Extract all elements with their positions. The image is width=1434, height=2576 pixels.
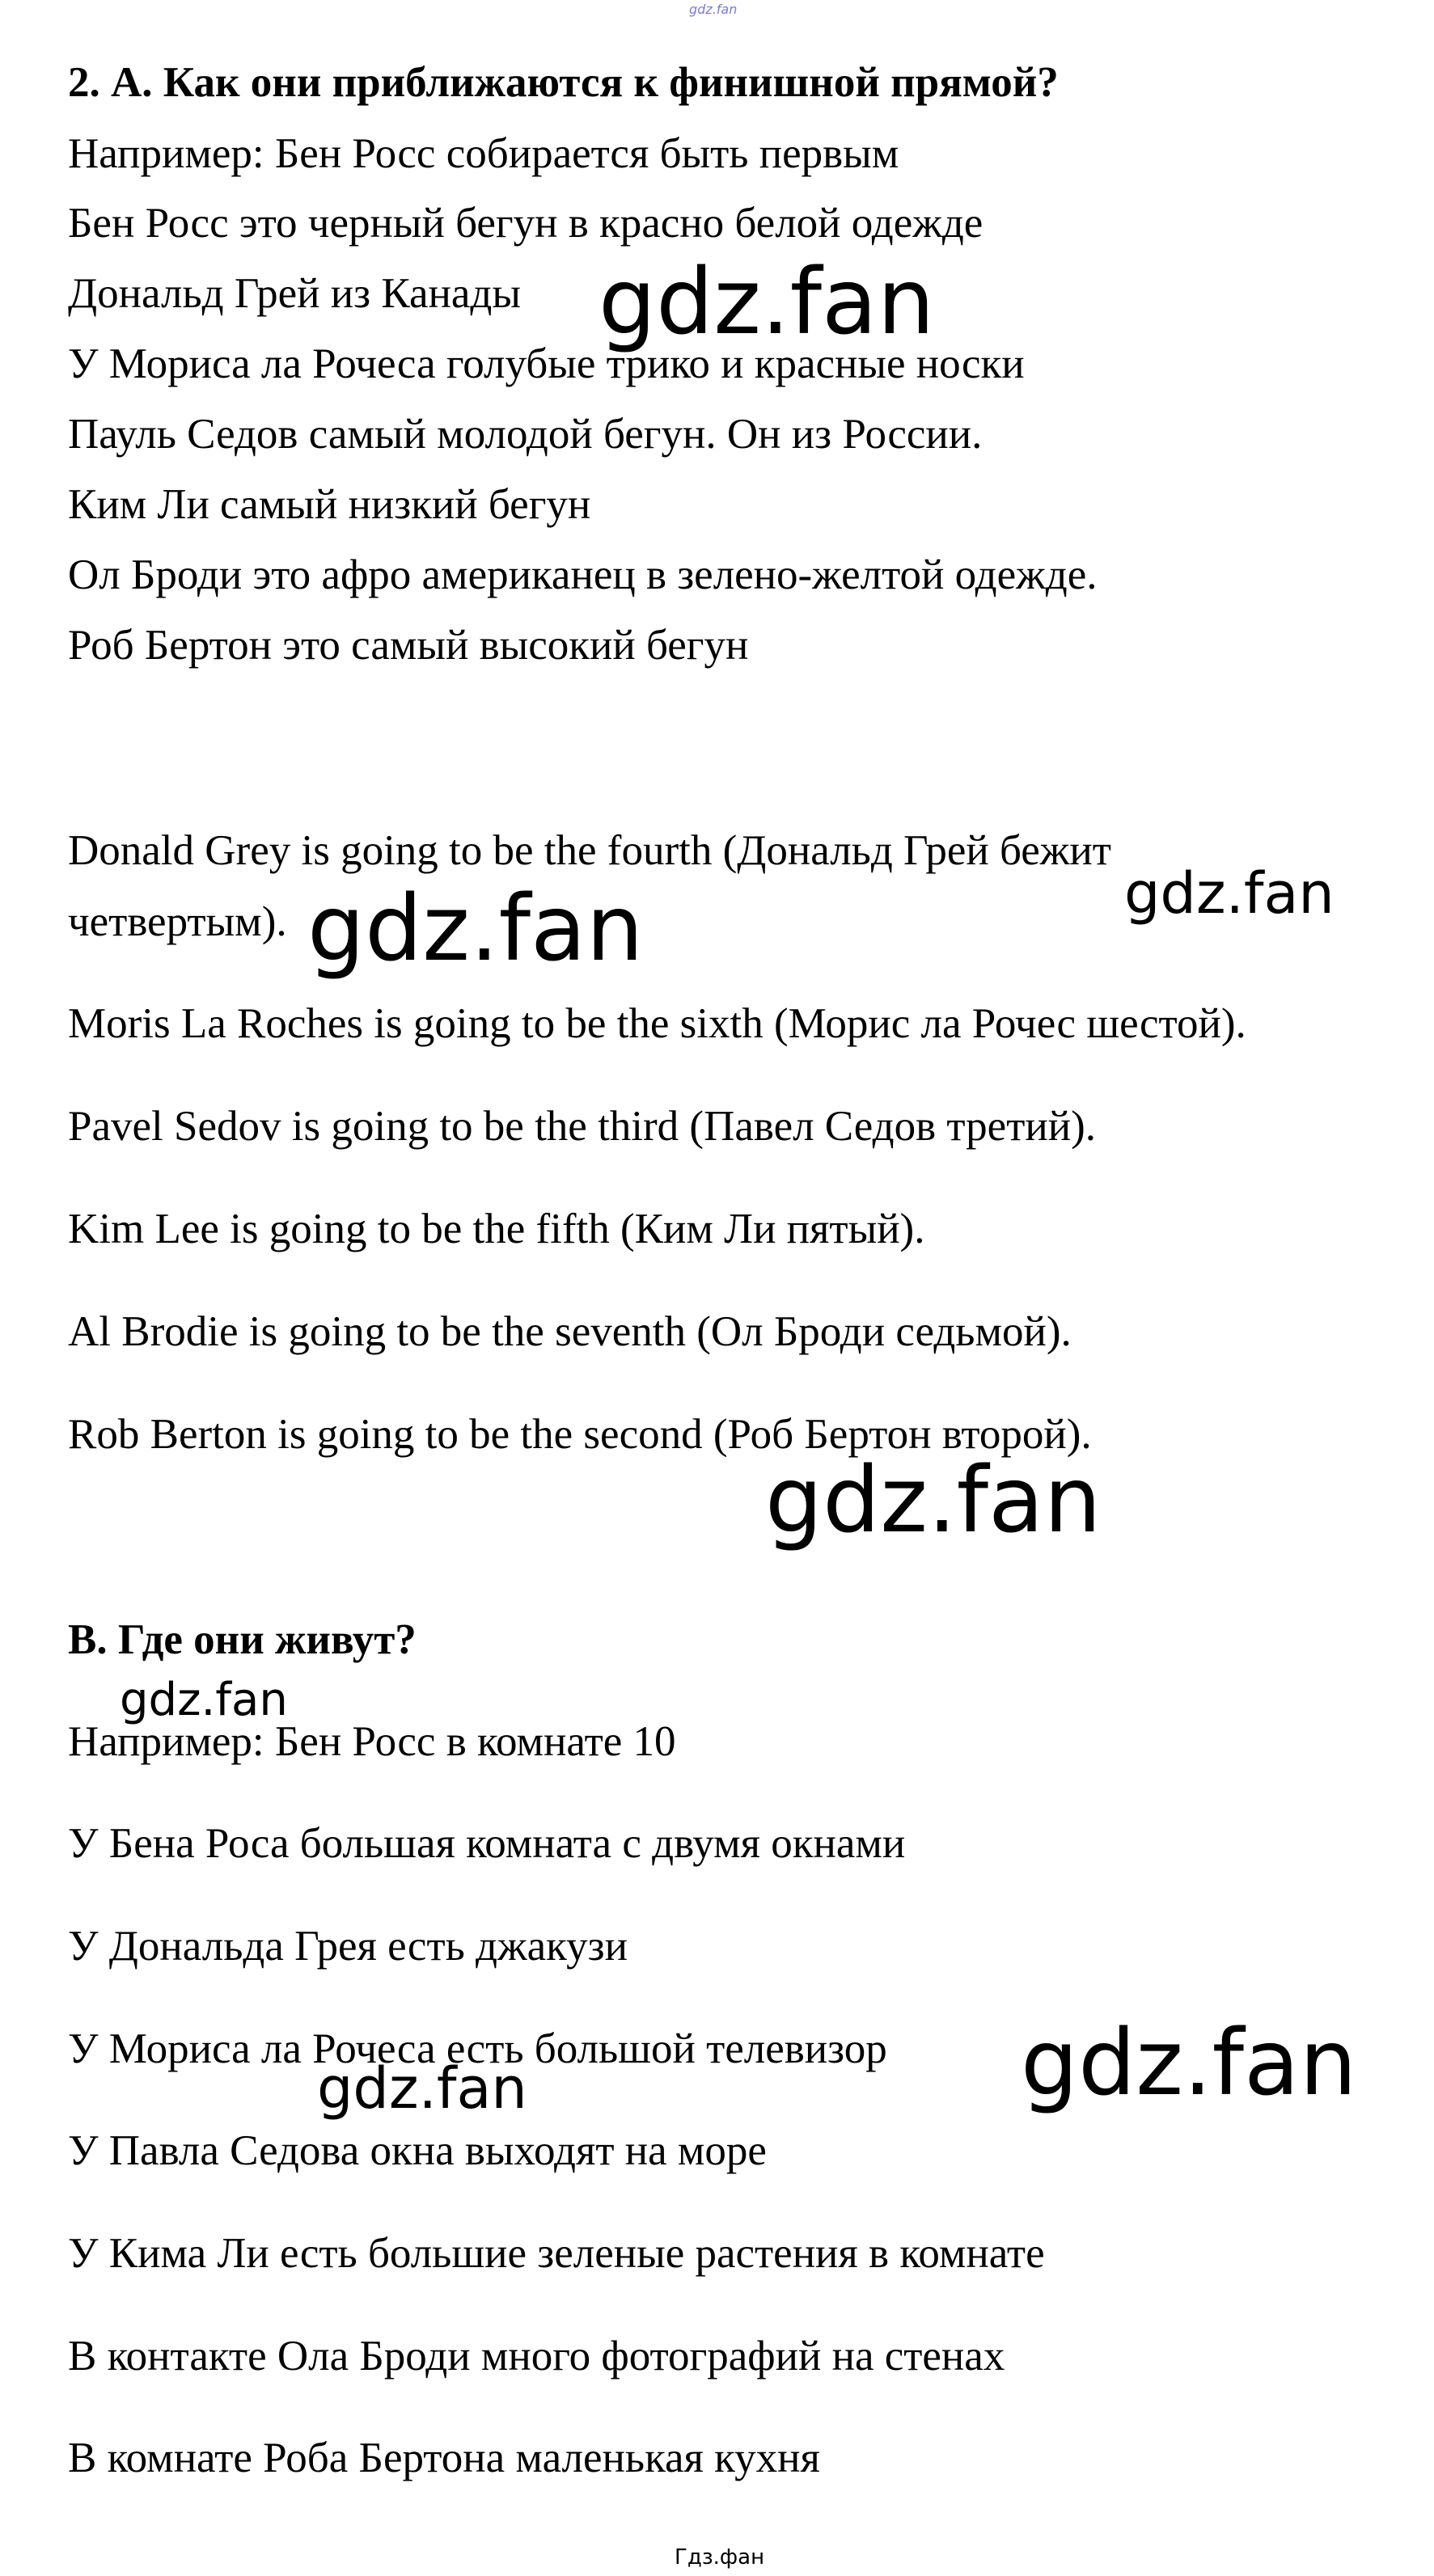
section-a-line: Дональд Грей из Канады — [68, 270, 521, 317]
watermark: gdz.fan — [765, 1448, 1102, 1553]
answer-line: четвертым). — [68, 898, 287, 945]
section-a-line: Пауль Седов самый молодой бегун. Он из России. — [68, 411, 983, 458]
watermark: gdz.fan — [1021, 2011, 1357, 2116]
section-a-line: Ким Ли самый низкий бегун — [68, 481, 591, 528]
section-b-line: У Дональда Грея есть джакузи — [68, 1923, 628, 1970]
answer-line: Donald Grey is going to be the fourth (Дональд Грей бежит — [68, 827, 1111, 874]
section-b-line: У Мориса ла Рочеса есть большой телевизор — [68, 2025, 887, 2072]
watermark: gdz.fan — [317, 2055, 527, 2122]
answer-line: Kim Lee is going to be the fifth (Ким Ли пятый). — [68, 1206, 925, 1252]
watermark: gdz.fan — [307, 876, 644, 982]
answer-line: Pavel Sedov is going to be the third (Павел Седов третий). — [68, 1103, 1096, 1150]
header-watermark: gdz.fan — [689, 2, 738, 17]
section-b-title: B. Где они живут? — [68, 1616, 417, 1663]
section-a-line: У Мориса ла Рочеса голубые трико и красные носки — [68, 340, 1025, 387]
section-b-line: В контакте Ола Броди много фотографий на стенах — [68, 2333, 1005, 2380]
section-b-line: У Павла Седова окна выходят на море — [68, 2127, 767, 2174]
watermark: gdz.fan — [599, 250, 935, 355]
section-b-line: У Кима Ли есть большие зеленые растения в комнате — [68, 2230, 1045, 2277]
watermark: gdz.fan — [1124, 860, 1335, 927]
section-b-line: Например: Бен Росс в комнате 10 — [68, 1718, 676, 1765]
section-a-line: Бен Росс это черный бегун в красно белой одежде — [68, 200, 983, 247]
watermark: gdz.fan — [120, 1674, 288, 1726]
section-a-line: Ол Броди это афро американец в зелено-желтой одежде. — [68, 551, 1098, 598]
section-a-title: 2. А. Как они приближаются к финишной прямой? — [68, 59, 1059, 106]
footer-watermark: Гдз.фан — [675, 2545, 765, 2570]
answer-line: Rob Berton is going to be the second (Роб Бертон второй). — [68, 1411, 1092, 1458]
section-b-line: У Бена Роса большая комната с двумя окнами — [68, 1820, 906, 1867]
answer-line: Moris La Roches is going to be the sixth (Морис ла Рочес шестой). — [68, 1000, 1246, 1047]
answer-line: Al Brodie is going to be the seventh (Ол Броди седьмой). — [68, 1308, 1072, 1355]
section-b-line: В комнате Роба Бертона маленькая кухня — [68, 2435, 820, 2481]
section-a-line: Например: Бен Росс собирается быть первым — [68, 130, 899, 177]
section-a-line: Роб Бертон это самый высокий бегун — [68, 622, 749, 669]
